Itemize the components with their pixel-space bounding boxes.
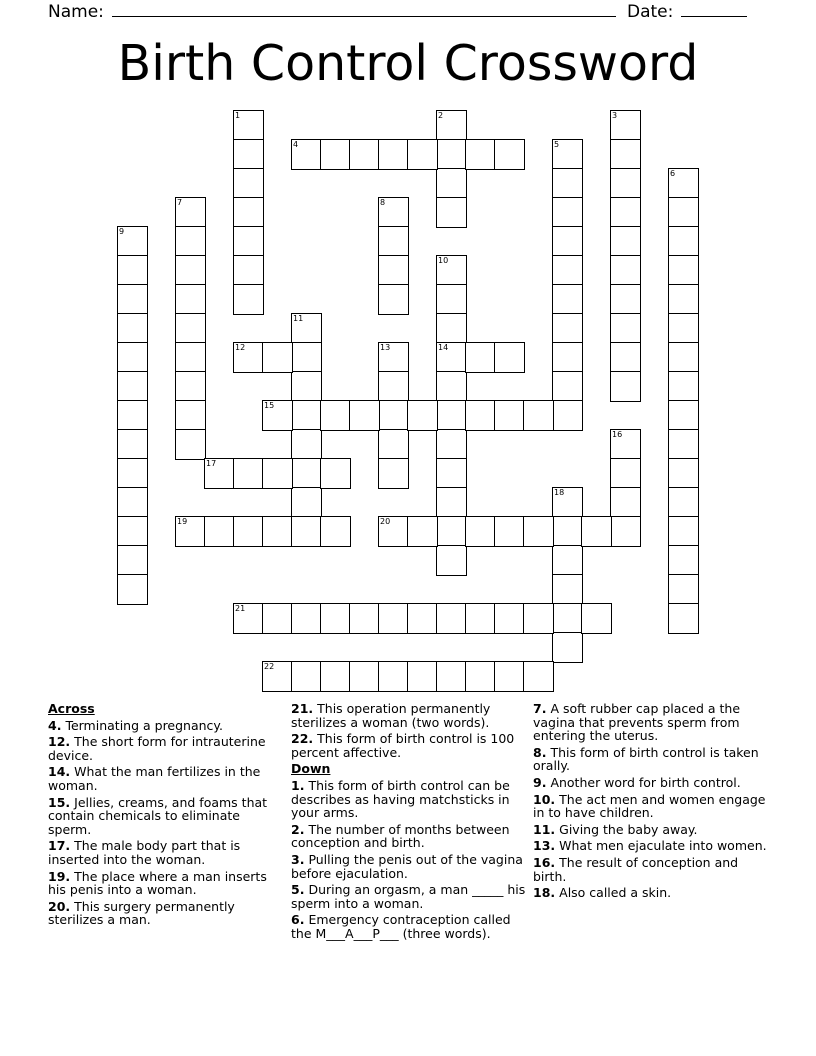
grid-cell[interactable] — [291, 661, 322, 692]
clue-number: 14 — [438, 343, 449, 352]
grid-cell[interactable] — [668, 226, 699, 257]
grid-cell[interactable] — [465, 603, 496, 634]
grid-cell[interactable] — [552, 342, 583, 373]
down-clue — [291, 853, 526, 880]
grid-cell[interactable] — [610, 342, 641, 373]
clue-text: Jellies, creams, and foams that contain chemicals to eliminate sperm. — [48, 794, 268, 837]
name-label: Name: — [48, 2, 104, 22]
grid-cell[interactable] — [378, 226, 409, 257]
clue-num: 3. — [291, 851, 305, 867]
grid-cell[interactable] — [552, 284, 583, 315]
grid-cell[interactable] — [262, 516, 293, 547]
grid-cell[interactable] — [668, 284, 699, 315]
across-clue — [48, 796, 278, 837]
grid-cell[interactable] — [378, 458, 409, 489]
grid-cell[interactable] — [436, 168, 467, 199]
grid-cell[interactable] — [320, 139, 351, 170]
grid-cell[interactable] — [291, 429, 322, 460]
grid-cell[interactable] — [117, 313, 148, 344]
clue-num: 10. — [533, 791, 556, 807]
grid-cell[interactable] — [349, 139, 380, 170]
grid-cell[interactable] — [349, 400, 380, 431]
grid-cell[interactable] — [175, 284, 206, 315]
clue-num: 19. — [48, 868, 71, 884]
grid-cell[interactable] — [262, 661, 293, 692]
grid-cell[interactable] — [465, 661, 496, 692]
clue-num: 18. — [533, 885, 556, 901]
grid-cell[interactable] — [233, 226, 264, 257]
clues-column-1 — [48, 702, 278, 930]
grid-cell[interactable] — [494, 139, 525, 170]
grid-cell[interactable] — [175, 400, 206, 431]
grid-cell[interactable] — [494, 342, 525, 373]
clue-text: This surgery permanently sterilizes a man. — [48, 898, 235, 928]
grid-cell[interactable] — [494, 661, 525, 692]
grid-cell[interactable] — [291, 342, 322, 373]
clue-text: The place where a man inserts his penis into a woman. — [48, 868, 267, 898]
clue-number: 20 — [380, 517, 391, 526]
grid-cell[interactable] — [378, 661, 409, 692]
grid-cell[interactable] — [117, 226, 148, 257]
clue-text: Giving the baby away. — [559, 821, 698, 837]
clue-num: 4. — [48, 717, 62, 733]
grid-cell[interactable] — [668, 516, 699, 547]
grid-cell[interactable] — [407, 400, 438, 431]
grid-cell[interactable] — [610, 139, 641, 170]
grid-cell[interactable] — [175, 197, 206, 228]
grid-cell[interactable] — [610, 487, 641, 518]
clue-text: What men ejaculate into women. — [559, 838, 767, 854]
grid-cell[interactable] — [407, 516, 438, 547]
down-clue — [291, 779, 526, 820]
grid-cell[interactable] — [378, 516, 409, 547]
clue-number: 10 — [438, 256, 449, 265]
grid-cell[interactable] — [436, 255, 467, 286]
clue-text: This operation permanently sterilizes a woman (two words). — [291, 701, 491, 730]
grid-cell[interactable] — [668, 342, 699, 373]
grid-cell[interactable] — [610, 110, 641, 141]
grid-cell[interactable] — [436, 313, 467, 344]
across-clue — [48, 870, 278, 897]
grid-cell[interactable] — [436, 429, 467, 460]
clue-num: 16. — [533, 854, 556, 870]
clue-text: The act men and women engage in to have children. — [533, 791, 766, 821]
clue-num: 20. — [48, 898, 71, 914]
grid-cell[interactable] — [552, 487, 583, 518]
clue-text: Terminating a pregnancy. — [65, 717, 224, 733]
grid-cell[interactable] — [494, 603, 525, 634]
grid-cell[interactable] — [494, 400, 525, 431]
clue-text: This form of birth control is 100 percent affective. — [291, 731, 515, 760]
across-clue — [291, 702, 526, 729]
grid-cell[interactable] — [668, 400, 699, 431]
grid-cell[interactable] — [523, 603, 554, 634]
grid-cell[interactable] — [436, 139, 467, 170]
grid-cell[interactable] — [610, 197, 641, 228]
clue-num: 17. — [48, 838, 71, 854]
grid-cell[interactable] — [291, 516, 322, 547]
down-clue — [533, 856, 768, 883]
grid-cell[interactable] — [378, 342, 409, 373]
grid-cell[interactable] — [291, 603, 322, 634]
clue-num: 12. — [48, 734, 71, 750]
clue-number: 3 — [612, 111, 618, 120]
grid-cell[interactable] — [204, 516, 235, 547]
clues-column-2 — [291, 702, 526, 944]
down-clue — [533, 746, 768, 773]
grid-cell[interactable] — [552, 632, 583, 663]
grid-cell[interactable] — [117, 429, 148, 460]
clue-text: The number of months between conception and birth. — [291, 821, 510, 851]
clue-number: 9 — [119, 227, 125, 236]
grid-cell[interactable] — [320, 603, 351, 634]
clue-num: 14. — [48, 764, 71, 780]
clue-num: 21. — [291, 701, 314, 716]
clue-num: 9. — [533, 774, 547, 790]
clue-text: Emergency contraception called the M___A___P___ (three words). — [291, 912, 511, 941]
grid-cell[interactable] — [436, 342, 467, 373]
clue-number: 1 — [235, 111, 241, 120]
clue-num: 5. — [291, 882, 305, 898]
grid-cell[interactable] — [349, 603, 380, 634]
clue-number: 16 — [612, 430, 623, 439]
grid-cell[interactable] — [117, 487, 148, 518]
across-clue — [48, 900, 278, 927]
grid-cell[interactable] — [465, 139, 496, 170]
grid-cell[interactable] — [291, 371, 322, 402]
grid-cell[interactable] — [552, 545, 583, 576]
grid-cell[interactable] — [117, 574, 148, 605]
grid-cell[interactable] — [668, 574, 699, 605]
down-clue — [533, 776, 768, 790]
date-label: Date: — [627, 2, 674, 22]
grid-cell[interactable] — [262, 342, 293, 373]
clue-number: 15 — [264, 401, 275, 410]
grid-cell[interactable] — [523, 400, 554, 431]
grid-cell[interactable] — [436, 458, 467, 489]
grid-cell[interactable] — [523, 516, 554, 547]
grid-cell[interactable] — [233, 284, 264, 315]
grid-cell[interactable] — [436, 516, 467, 547]
grid-cell[interactable] — [610, 516, 641, 547]
grid-cell[interactable] — [668, 255, 699, 286]
grid-cell[interactable] — [117, 516, 148, 547]
clue-number: 7 — [177, 198, 183, 207]
clue-text: Another word for birth control. — [550, 774, 741, 790]
grid-cell[interactable] — [552, 226, 583, 257]
grid-cell[interactable] — [610, 284, 641, 315]
grid-cell[interactable] — [407, 603, 438, 634]
clue-number: 11 — [293, 314, 304, 323]
clue-number: 5 — [554, 140, 560, 149]
grid-cell[interactable] — [668, 458, 699, 489]
grid-cell[interactable] — [320, 516, 351, 547]
grid-cell[interactable] — [262, 458, 293, 489]
down-clue — [291, 883, 526, 910]
clue-text: This form of birth control is taken orally. — [533, 744, 759, 774]
clue-num: 8. — [533, 744, 547, 760]
down-clue — [533, 702, 768, 743]
grid-cell[interactable] — [668, 197, 699, 228]
grid-cell[interactable] — [291, 139, 322, 170]
grid-cell[interactable] — [175, 429, 206, 460]
grid-cell[interactable] — [552, 516, 583, 547]
grid-cell[interactable] — [668, 487, 699, 518]
clue-number: 18 — [554, 488, 565, 497]
down-clue — [291, 913, 526, 940]
down-clue — [533, 793, 768, 820]
across-heading: Across — [48, 701, 95, 716]
grid-cell[interactable] — [233, 139, 264, 170]
down-clue — [291, 823, 526, 850]
grid-cell[interactable] — [291, 400, 322, 431]
down-clue — [533, 886, 768, 900]
grid-cell[interactable] — [407, 139, 438, 170]
grid-cell[interactable] — [552, 400, 583, 431]
grid-cell[interactable] — [436, 545, 467, 576]
grid-cell[interactable] — [291, 458, 322, 489]
grid-cell[interactable] — [610, 371, 641, 402]
clue-text: A soft rubber cap placed a the vagina that prevents sperm from entering the uterus. — [533, 701, 741, 744]
grid-cell[interactable] — [378, 400, 409, 431]
grid-cell[interactable] — [117, 284, 148, 315]
grid-cell[interactable] — [117, 342, 148, 373]
clue-num: 1. — [291, 777, 305, 793]
clue-text: The short form for intrauterine device. — [48, 734, 266, 763]
down-clue — [533, 839, 768, 853]
grid-cell[interactable] — [175, 342, 206, 373]
grid-cell[interactable] — [233, 516, 264, 547]
grid-cell[interactable] — [175, 371, 206, 402]
grid-cell[interactable] — [378, 255, 409, 286]
grid-cell[interactable] — [349, 661, 380, 692]
grid-cell[interactable] — [465, 516, 496, 547]
clue-number: 13 — [380, 343, 391, 352]
grid-cell[interactable] — [233, 342, 264, 373]
grid-cell[interactable] — [523, 661, 554, 692]
grid-cell[interactable] — [320, 400, 351, 431]
grid-cell[interactable] — [262, 400, 293, 431]
grid-cell[interactable] — [436, 661, 467, 692]
down-heading: Down — [291, 761, 331, 777]
grid-cell[interactable] — [610, 429, 641, 460]
grid-cell[interactable] — [175, 255, 206, 286]
clue-num: 13. — [533, 838, 556, 854]
grid-cell[interactable] — [204, 458, 235, 489]
grid-cell[interactable] — [436, 400, 467, 431]
across-clue — [48, 839, 278, 866]
grid-cell[interactable] — [233, 458, 264, 489]
grid-cell[interactable] — [581, 603, 612, 634]
clues-column-3 — [533, 702, 768, 903]
grid-cell[interactable] — [378, 603, 409, 634]
grid-cell[interactable] — [610, 458, 641, 489]
clue-number: 21 — [235, 604, 246, 613]
grid-cell[interactable] — [436, 284, 467, 315]
grid-cell[interactable] — [552, 371, 583, 402]
grid-cell[interactable] — [175, 226, 206, 257]
clue-number: 22 — [264, 662, 275, 671]
across-clue — [48, 735, 278, 762]
grid-cell[interactable] — [465, 400, 496, 431]
grid-cell[interactable] — [610, 255, 641, 286]
grid-cell[interactable] — [436, 371, 467, 402]
clue-number: 2 — [438, 111, 444, 120]
grid-cell[interactable] — [233, 168, 264, 199]
clue-num: 2. — [291, 821, 305, 837]
grid-cell[interactable] — [668, 371, 699, 402]
grid-cell[interactable] — [465, 342, 496, 373]
grid-cell[interactable] — [668, 313, 699, 344]
clue-text: During an orgasm, a man _____ his sperm into a woman. — [291, 882, 526, 911]
grid-cell[interactable] — [610, 168, 641, 199]
clue-text: Pulling the penis out of the vagina before ejaculation. — [291, 851, 523, 881]
clue-number: 12 — [235, 343, 246, 352]
clue-num: 6. — [291, 912, 305, 928]
grid-cell[interactable] — [117, 545, 148, 576]
grid-cell[interactable] — [175, 516, 206, 547]
grid-cell[interactable] — [436, 603, 467, 634]
across-clue — [48, 765, 278, 792]
clue-number: 4 — [293, 140, 299, 149]
grid-cell[interactable] — [610, 226, 641, 257]
grid-cell[interactable] — [262, 603, 293, 634]
grid-cell[interactable] — [668, 603, 699, 634]
clue-text: The male body part that is inserted into the woman. — [48, 838, 241, 867]
grid-cell[interactable] — [436, 487, 467, 518]
clue-text: Also called a skin. — [559, 885, 672, 901]
grid-cell[interactable] — [378, 371, 409, 402]
grid-cell[interactable] — [233, 197, 264, 228]
grid-cell[interactable] — [117, 255, 148, 286]
grid-cell[interactable] — [117, 371, 148, 402]
grid-cell[interactable] — [378, 429, 409, 460]
clue-number: 19 — [177, 517, 188, 526]
grid-cell[interactable] — [378, 284, 409, 315]
grid-cell[interactable] — [552, 168, 583, 199]
grid-cell[interactable] — [552, 139, 583, 170]
across-clue — [48, 719, 278, 733]
grid-cell[interactable] — [233, 255, 264, 286]
grid-cell[interactable] — [668, 429, 699, 460]
grid-cell[interactable] — [233, 110, 264, 141]
grid-cell[interactable] — [610, 313, 641, 344]
clue-number: 8 — [380, 198, 386, 207]
clue-text: The result of conception and birth. — [533, 854, 739, 884]
grid-cell[interactable] — [291, 487, 322, 518]
grid-cell[interactable] — [117, 458, 148, 489]
grid-cell[interactable] — [117, 400, 148, 431]
clue-num: 11. — [533, 821, 556, 837]
clue-text: This form of birth control can be describes as having matchsticks in your arms. — [291, 777, 510, 821]
grid-cell[interactable] — [233, 603, 264, 634]
grid-cell[interactable] — [378, 197, 409, 228]
grid-cell[interactable] — [552, 313, 583, 344]
page-title: Birth Control Crossword — [117, 35, 699, 92]
grid-cell[interactable] — [436, 197, 467, 228]
grid-cell[interactable] — [552, 255, 583, 286]
grid-cell[interactable] — [320, 661, 351, 692]
grid-cell[interactable] — [552, 197, 583, 228]
clue-text: What the man fertilizes in the woman. — [48, 764, 261, 793]
grid-cell[interactable] — [436, 110, 467, 141]
grid-cell[interactable] — [407, 661, 438, 692]
grid-cell[interactable] — [552, 603, 583, 634]
grid-cell[interactable] — [668, 545, 699, 576]
down-clue — [533, 823, 768, 837]
grid-cell[interactable] — [378, 139, 409, 170]
grid-cell[interactable] — [291, 313, 322, 344]
grid-cell[interactable] — [320, 458, 351, 489]
clue-num: 7. — [533, 701, 547, 716]
grid-cell[interactable] — [581, 516, 612, 547]
grid-cell[interactable] — [494, 516, 525, 547]
grid-cell[interactable] — [552, 574, 583, 605]
clue-num: 22. — [291, 731, 314, 747]
across-clue — [291, 732, 526, 759]
clue-number: 6 — [670, 169, 676, 178]
grid-cell[interactable] — [668, 168, 699, 199]
clue-num: 15. — [48, 794, 71, 810]
grid-cell[interactable] — [175, 313, 206, 344]
clue-number: 17 — [206, 459, 217, 468]
